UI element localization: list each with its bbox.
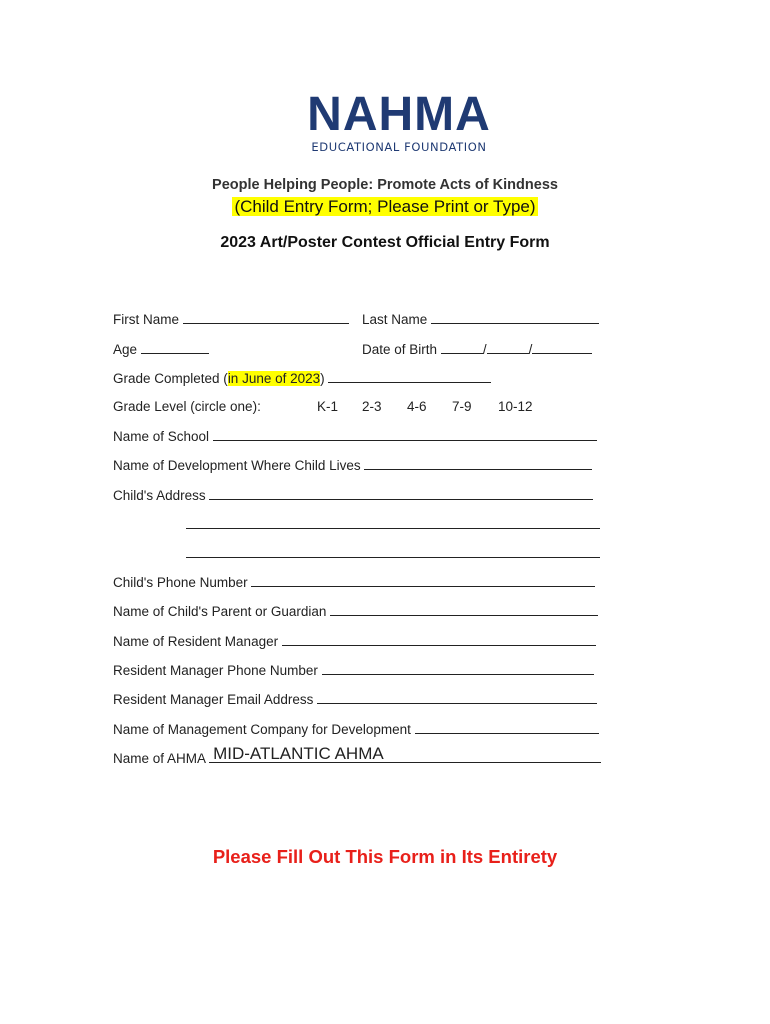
grade-completed-highlight: in June of 2023 — [227, 371, 321, 386]
dob-separator: / — [528, 342, 533, 357]
grade-option-7-9[interactable]: 7-9 — [452, 399, 472, 414]
grade-level-label: Grade Level (circle one): — [113, 399, 261, 414]
grade-option-4-6[interactable]: 4-6 — [407, 399, 427, 414]
school-field[interactable] — [113, 427, 597, 446]
age-line[interactable] — [141, 340, 209, 354]
phone-line[interactable] — [251, 573, 595, 587]
parent-line[interactable] — [330, 602, 598, 616]
footer-notice: Please Fill Out This Form in Its Entirety — [212, 846, 558, 867]
ahma-label: Name of AHMA — [113, 751, 206, 766]
logo-subtitle: EDUCATIONAL FOUNDATION — [311, 140, 487, 154]
form-title: 2023 Art/Poster Contest Official Entry Form — [220, 234, 550, 251]
nahma-logo — [306, 88, 492, 154]
last-name-label: Last Name — [362, 312, 428, 327]
ahma-line[interactable] — [209, 744, 601, 763]
grade-completed-line[interactable] — [328, 369, 491, 383]
resident-manager-label: Name of Resident Manager — [113, 634, 279, 649]
first-name-line[interactable] — [183, 310, 349, 324]
first-name-field[interactable] — [113, 310, 349, 329]
dob-separator: / — [482, 342, 487, 357]
address-line-3-wrap[interactable] — [186, 544, 600, 563]
grade-completed-field[interactable] — [113, 369, 491, 388]
grade-option-2-3[interactable]: 2-3 — [362, 399, 382, 414]
school-line[interactable] — [213, 427, 597, 441]
rm-email-line[interactable] — [317, 690, 597, 704]
dob-field[interactable] — [362, 340, 592, 359]
address-label: Child's Address — [113, 488, 206, 503]
address-line-2-wrap[interactable] — [186, 515, 600, 534]
form-instructions-text: (Child Entry Form; Please Print or Type) — [234, 197, 536, 216]
rm-phone-line[interactable] — [322, 661, 594, 675]
form-subtitle: People Helping People: Promote Acts of Kindness — [212, 177, 558, 193]
mgmt-company-field[interactable] — [113, 720, 599, 739]
grade-completed-label-post: ) — [320, 371, 325, 386]
form-instructions — [0, 197, 770, 217]
first-name-label: First Name — [113, 312, 180, 327]
rm-email-label: Resident Manager Email Address — [113, 692, 314, 707]
grade-option-10-12[interactable]: 10-12 — [498, 399, 533, 414]
dob-day-line[interactable] — [487, 340, 529, 354]
dob-label: Date of Birth — [362, 342, 438, 357]
development-label: Name of Development Where Child Lives — [113, 458, 361, 473]
logo-name: NAHMA — [307, 88, 491, 141]
address-line-3[interactable] — [186, 544, 600, 558]
school-label: Name of School — [113, 429, 210, 444]
resident-manager-line[interactable] — [282, 632, 596, 646]
parent-field[interactable] — [113, 602, 598, 621]
age-field[interactable] — [113, 340, 209, 359]
phone-field[interactable] — [113, 573, 595, 592]
address-line-2[interactable] — [186, 515, 600, 529]
dob-month-line[interactable] — [441, 340, 483, 354]
development-field[interactable] — [113, 456, 592, 475]
grade-option-k1[interactable]: K-1 — [317, 399, 339, 414]
dob-year-line[interactable] — [532, 340, 592, 354]
last-name-field[interactable] — [362, 310, 599, 329]
ahma-field[interactable] — [113, 744, 601, 768]
parent-label: Name of Child's Parent or Guardian — [113, 604, 327, 619]
rm-email-field[interactable] — [113, 690, 597, 709]
mgmt-company-label: Name of Management Company for Development — [113, 722, 411, 737]
mgmt-company-line[interactable] — [415, 720, 599, 734]
address-line-1[interactable] — [209, 486, 593, 500]
phone-label: Child's Phone Number — [113, 575, 248, 590]
rm-phone-field[interactable] — [113, 661, 594, 680]
ahma-value: MID-ATLANTIC AHMA — [213, 744, 384, 763]
last-name-line[interactable] — [431, 310, 599, 324]
age-label: Age — [113, 342, 138, 357]
address-field[interactable] — [113, 486, 593, 505]
resident-manager-field[interactable] — [113, 632, 596, 651]
grade-completed-label-pre: Grade Completed ( — [113, 371, 228, 386]
rm-phone-label: Resident Manager Phone Number — [113, 663, 318, 678]
development-line[interactable] — [364, 456, 592, 470]
